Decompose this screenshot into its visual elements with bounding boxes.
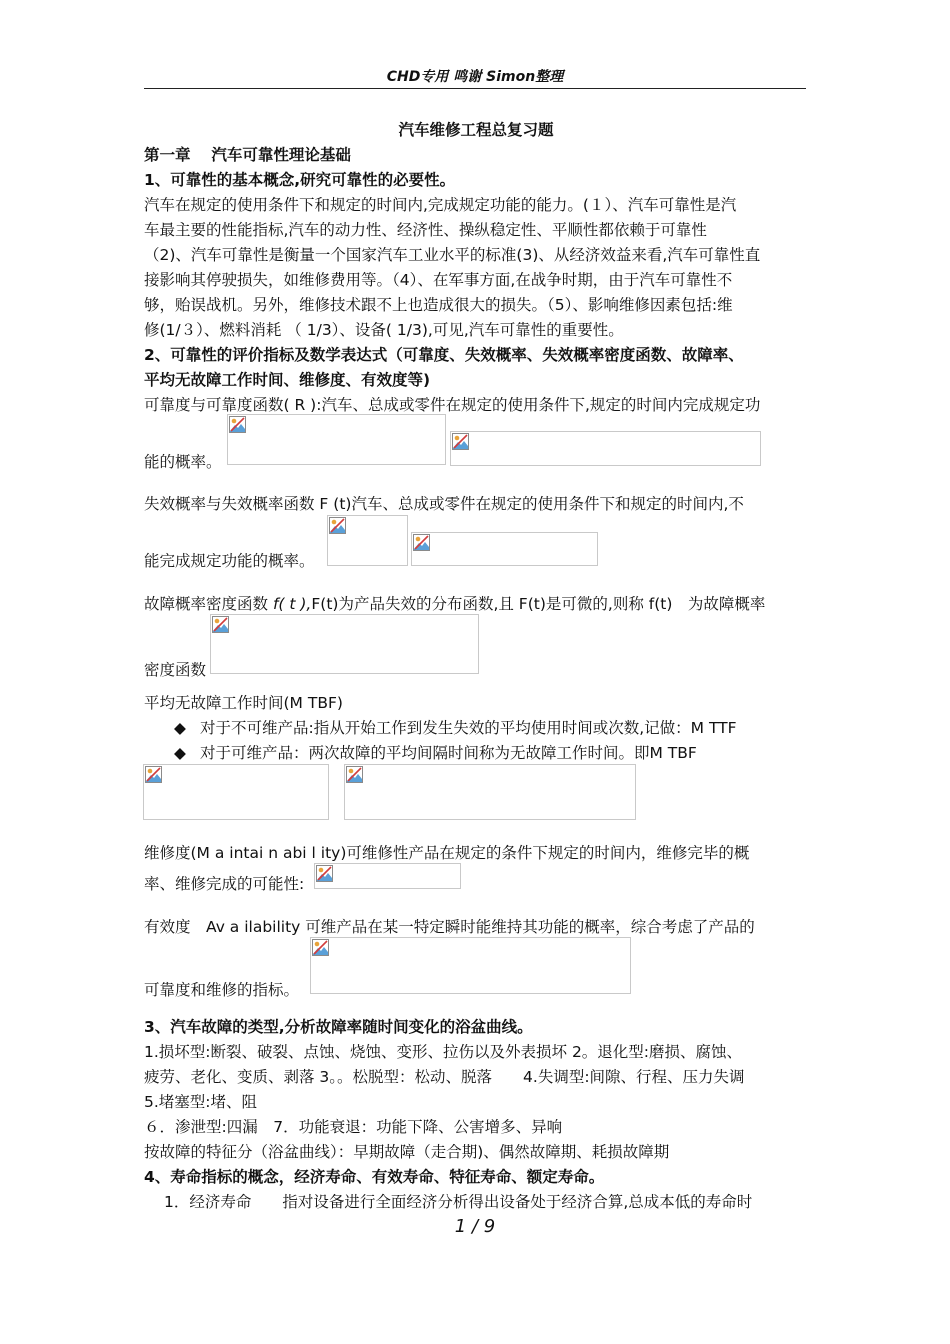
chapter-heading: 第一章 汽车可靠性理论基础 — [144, 146, 351, 164]
broken-image-icon — [145, 766, 162, 783]
failure-probability-definition: 失效概率与失效概率函数 F (t)汽车、总成或零件在规定的使用条件下和规定的时间内,不 — [144, 495, 744, 513]
q3-line: 按故障的特征分（浴盆曲线）：早期故障（走合期)、偶然故障期、耗损故障期 — [144, 1143, 670, 1161]
page-number: 1 / 9 — [454, 1216, 496, 1237]
q3-heading: 3、汽车故障的类型,分析故障率随时间变化的浴盆曲线。 — [144, 1018, 533, 1036]
pdf-definition-cont: 密度函数 — [144, 661, 207, 679]
page-header: CHD专用 鸣谢 Simon整理 — [386, 69, 564, 85]
q1-line: 够，贻误战机。另外，维修技术跟不上也造成很大的损失。（5）、影响维修因素包括:维 — [144, 296, 733, 314]
mtbf-formula-image — [344, 764, 636, 820]
q3-line: ６．渗泄型:四漏 7．功能衰退：功能下降、公害增多、异响 — [144, 1118, 563, 1136]
mtbf-bullet-nonrepairable — [174, 716, 737, 741]
q1-line: 修(1/３）、燃料消耗 （ 1/3）、设备( 1/3),可见,汽车可靠性的重要性。 — [144, 321, 624, 339]
availability-formula-image — [310, 937, 631, 994]
diamond-bullet-icon: ◆ — [174, 744, 186, 762]
q4-line: 1．经济寿命 指对设备进行全面经济分析得出设备处于经济合算,总成本低的寿命时 — [164, 1193, 753, 1211]
failure-formula-image — [327, 515, 408, 566]
reliability-definition-cont: 能的概率。 — [144, 453, 222, 471]
document-title: 汽车维修工程总复习题 — [398, 121, 554, 139]
q2-heading-cont: 平均无故障工作时间、维修度、有效度等) — [144, 371, 431, 389]
broken-image-icon — [329, 517, 346, 534]
availability-definition-cont: 可靠度和维修的指标。 — [144, 981, 300, 999]
header-divider — [144, 88, 806, 89]
reliability-formula-image — [227, 414, 446, 465]
q1-line: 汽车在规定的使用条件下和规定的时间内,完成规定功能的能力。(１）、汽车可靠性是汽 — [144, 196, 737, 214]
q3-line: 5.堵塞型:堵、阻 — [144, 1093, 258, 1111]
maintainability-formula-image — [314, 863, 461, 889]
availability-definition: 有效度 Av a ilability 可维产品在某一特定瞬时能维持其功能的概率，综合考虑了产品的 — [144, 918, 755, 936]
q2-heading: 2、可靠性的评价指标及数学表达式（可靠度、失效概率、失效概率密度函数、故障率、 — [144, 346, 744, 364]
broken-image-icon — [413, 534, 430, 551]
broken-image-icon — [229, 416, 246, 433]
mttf-formula-image — [143, 764, 329, 820]
mtbf-bullet-repairable — [174, 741, 697, 766]
mtbf-heading: 平均无故障工作时间(M TBF) — [144, 694, 343, 712]
maintainability-definition: 维修度(M a intai n abi l ity)可维修性产品在规定的条件下规定的时间内，维修完毕的概 — [144, 844, 750, 862]
broken-image-icon — [316, 865, 333, 882]
failure-probability-definition-cont: 能完成规定功能的概率。 — [144, 552, 315, 570]
pdf-definition-pre: 故障概率密度函数 — [144, 595, 273, 613]
maintainability-definition-cont: 率、维修完成的可能性: — [144, 875, 305, 893]
pdf-formula-image — [210, 614, 479, 674]
bullet-text: 对于不可维产品:指从开始工作到发生失效的平均使用时间或次数,记做：M TTF — [200, 719, 737, 737]
pdf-definition-symbol: f( t ), — [272, 595, 312, 613]
q1-line: （2)、汽车可靠性是衡量一个国家汽车工业水平的标准(3)、从经济效益来看,汽车可靠性直 — [144, 246, 761, 264]
broken-image-icon — [312, 939, 329, 956]
diamond-bullet-icon: ◆ — [174, 719, 186, 737]
broken-image-icon — [212, 616, 229, 633]
bullet-text: 对于可维产品：两次故障的平均间隔时间称为无故障工作时间。即M TBF — [200, 744, 697, 762]
broken-image-icon — [452, 433, 469, 450]
reliability-function-image — [450, 431, 761, 466]
q1-line: 接影响其停驶损失，如维修费用等。（4）、在军事方面,在战争时期，由于汽车可靠性不 — [144, 271, 733, 289]
q1-line: 车最主要的性能指标,汽车的动力性、经济性、操纵稳定性、平顺性都依赖于可靠性 — [144, 221, 707, 239]
q4-heading: 4、寿命指标的概念，经济寿命、有效寿命、特征寿命、额定寿命。 — [144, 1168, 605, 1186]
q3-line: 疲劳、老化、变质、剥落 3。。松脱型：松动、脱落 4.失调型:间隙、行程、压力失调 — [144, 1068, 745, 1086]
failure-function-image — [411, 532, 598, 566]
reliability-definition: 可靠度与可靠度函数( R ):汽车、总成或零件在规定的使用条件下,规定的时间内完成规定功 — [144, 396, 761, 414]
broken-image-icon — [346, 766, 363, 783]
q1-heading: 1、可靠性的基本概念,研究可靠性的必要性。 — [144, 171, 456, 189]
pdf-definition-post: F(t)为产品失效的分布函数,且 F(t)是可微的,则称 f(t) 为故障概率 — [311, 595, 766, 613]
q3-line: 1.损坏型:断裂、破裂、点蚀、烧蚀、变形、拉伤以及外表损坏 2。退化型:磨损、腐蚀、 — [144, 1043, 743, 1061]
